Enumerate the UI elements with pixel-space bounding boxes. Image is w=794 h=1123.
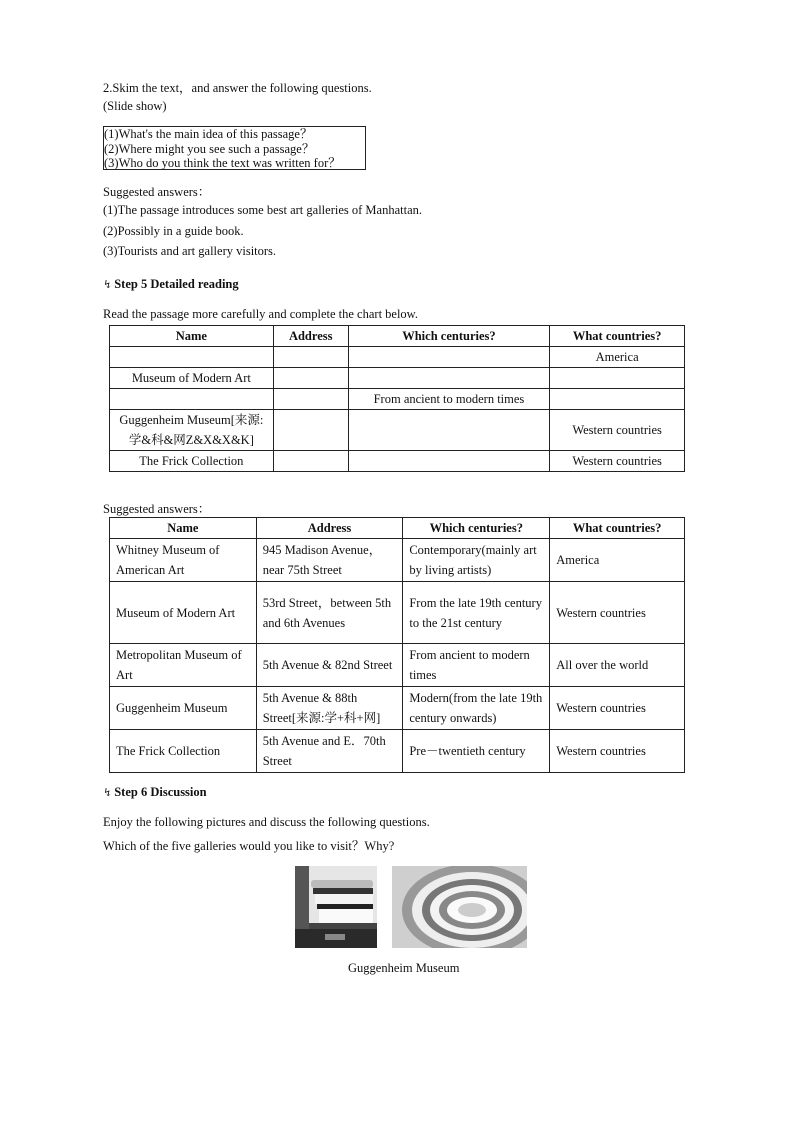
questions-box — [103, 126, 366, 170]
cell: From ancient to modern times — [348, 389, 550, 410]
cell[interactable] — [273, 347, 348, 368]
cell: Museum of Modern Art — [110, 582, 257, 644]
header-address: Address — [256, 518, 403, 539]
chart-blank-table — [109, 325, 685, 472]
header-countries: What countries? — [550, 326, 685, 347]
step6-line-1: Enjoy the following pictures and discuss the following questions. — [103, 815, 430, 829]
table-row — [110, 730, 685, 773]
cell[interactable] — [348, 368, 550, 389]
table-row — [110, 539, 685, 582]
cell[interactable] — [348, 410, 550, 451]
cell: 945 Madison Avenue，near 75th Street — [256, 539, 403, 582]
question-2: (2)Where might you see such a passage？ — [104, 142, 315, 156]
step6-heading — [103, 785, 207, 800]
cell: America — [550, 347, 685, 368]
cell: 53rd Street，between 5th and 6th Avenues — [256, 582, 403, 644]
table-header-row — [110, 518, 685, 539]
cell: Western countries — [550, 451, 685, 472]
cell[interactable] — [273, 368, 348, 389]
cell: Pre－twentieth century — [403, 730, 550, 773]
cell: America — [550, 539, 685, 582]
cell[interactable] — [550, 389, 685, 410]
section2-answer-2: (2)Possibly in a guide book. — [103, 224, 244, 238]
cell: Whitney Museum of American Art — [110, 539, 257, 582]
cell: Guggenheim Museum — [110, 687, 257, 730]
cell[interactable] — [348, 451, 550, 472]
step5-answers-label: Suggested answers： — [103, 502, 211, 516]
step6-title: Step 6 Discussion — [114, 785, 207, 799]
table-header-row — [110, 326, 685, 347]
table-row — [110, 644, 685, 687]
step5-instruction: Read the passage more carefully and complete the chart below. — [103, 307, 419, 321]
cell[interactable] — [273, 451, 348, 472]
header-address: Address — [273, 326, 348, 347]
cell: 5th Avenue & 88th Street[来源:学+科+网] — [256, 687, 403, 730]
cell: Western countries — [550, 687, 685, 730]
cell: Contemporary(mainly art by living artists) — [403, 539, 550, 582]
guggenheim-exterior-photo — [295, 866, 377, 948]
table-row — [110, 410, 685, 451]
table-row — [110, 389, 685, 410]
cell: Western countries — [550, 410, 685, 451]
cell: Metropolitan Museum of Art — [110, 644, 257, 687]
cell[interactable] — [110, 389, 274, 410]
question-3: (3)Who do you think the text was written for？ — [104, 156, 341, 170]
header-centuries: Which centuries? — [403, 518, 550, 539]
question-1: (1)What's the main idea of this passage？ — [104, 127, 313, 141]
header-centuries: Which centuries? — [348, 326, 550, 347]
section2-answer-1: (1)The passage introduces some best art galleries of Manhattan. — [103, 203, 422, 217]
table-row — [110, 368, 685, 389]
table-row — [110, 347, 685, 368]
header-name: Name — [110, 518, 257, 539]
table-row — [110, 687, 685, 730]
cell: From ancient to modern times — [403, 644, 550, 687]
table-row — [110, 582, 685, 644]
cell: Modern(from the late 19th century onwards) — [403, 687, 550, 730]
cell: From the late 19th century to the 21st century — [403, 582, 550, 644]
cell: Western countries — [550, 582, 685, 644]
chart-answers-table — [109, 517, 685, 773]
cell: 5th Avenue & 82nd Street — [256, 644, 403, 687]
header-name: Name — [110, 326, 274, 347]
cell: All over the world — [550, 644, 685, 687]
step-arrow-icon: ↯ — [103, 279, 113, 291]
step6-line-2: Which of the five galleries would you like to visit？Why? — [103, 839, 395, 853]
cell: Western countries — [550, 730, 685, 773]
table-row — [110, 451, 685, 472]
cell: The Frick Collection — [110, 730, 257, 773]
cell: Museum of Modern Art — [110, 368, 274, 389]
section2-answers-label: Suggested answers： — [103, 185, 211, 199]
cell[interactable] — [273, 389, 348, 410]
slide-show-note: (Slide show) — [103, 99, 167, 113]
cell: The Frick Collection — [110, 451, 274, 472]
section2-answer-3: (3)Tourists and art gallery visitors. — [103, 244, 277, 258]
cell[interactable] — [348, 347, 550, 368]
cell: Guggenheim Museum[来源:学&科&网Z&X&X&K] — [110, 410, 274, 451]
cell: 5th Avenue and E．70th Street — [256, 730, 403, 773]
step-arrow-icon: ↯ — [103, 787, 113, 799]
header-countries: What countries? — [550, 518, 685, 539]
guggenheim-interior-photo — [392, 866, 527, 948]
cell[interactable] — [273, 410, 348, 451]
cell[interactable] — [110, 347, 274, 368]
cell[interactable] — [550, 368, 685, 389]
step5-heading — [103, 277, 239, 292]
section2-instruction: 2.Skim the text，and answer the following questions. — [103, 81, 372, 95]
photo-caption: Guggenheim Museum — [348, 961, 460, 975]
step5-title: Step 5 Detailed reading — [114, 277, 239, 291]
